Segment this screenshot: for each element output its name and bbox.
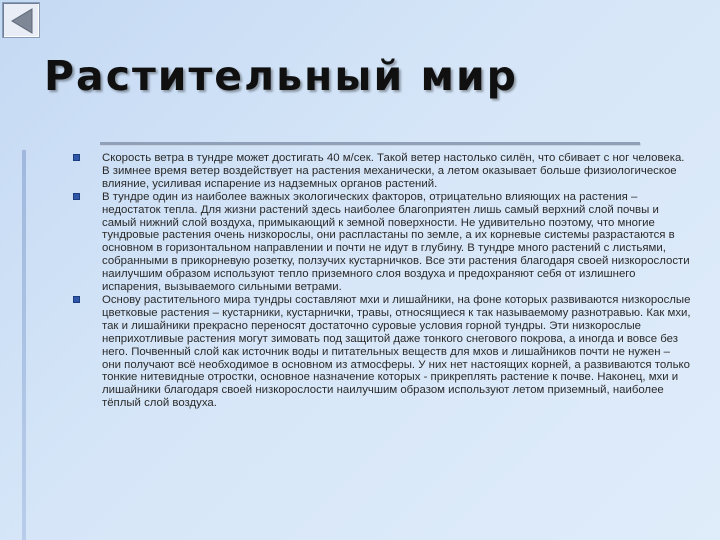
bullet-item: [72, 191, 692, 294]
bullet-square-icon: [73, 154, 80, 161]
bullet-text: Скорость ветра в тундре может достигать 40 м/сек. Такой ветер настолько силён, что сбивает с ног человека. В зимнее время ветер воздействует на растения механически, а летом оказывает больше физиологическое влияние, усиливая испарение из надземных органов растений.: [102, 152, 685, 190]
bullet-text: В тундре один из наиболее важных экологических факторов, отрицательно влияющих на растения – недостаток тепла. Для жизни растений здесь наиболее благоприятен лишь самый верхний слой почвы и самый нижний слой воздуха, примыкающий к земной поверхности. Не удивительно поэтому, что многие тундровые растения очень низкорослы, они распластаны по земле, а их корневые системы разрастаются в основном в горизонтальном направлении и почти не идут в глубину. В тундре много растений с листьями, собранными в прикорневую розетку, ползучих кустарничков. Все эти растения благодаря своей низкорослости наилучшим образом используют тепло приземного слоя воздуха и предохраняют себя от излишнего испарения, вызываемого сильными ветрами.: [102, 190, 690, 294]
bullet-square-icon: [73, 193, 80, 200]
background-stripe: [22, 150, 26, 540]
bullet-square-icon: [73, 296, 80, 303]
title-underline: [100, 142, 640, 145]
slide-title: Растительный мир: [44, 52, 519, 100]
back-button[interactable]: [2, 2, 40, 38]
triangle-left-icon: [10, 8, 34, 34]
bullet-text: Основу растительного мира тундры составляют мхи и лишайники, на фоне которых развиваются низкорослые цветковые растения – кустарники, кустарнички, травы, относящиеся к так называемому разнотравью. Как мхи, так и лишайники прекрасно переносят достаточно суровые условия горной тундры. Эти низкорослые неприхотливые растения могут зимовать под защитой даже тонкого снегового покрова, а иногда и вовсе без него. Почвенный слой как источник воды и питательных веществ для мхов и лишайников почти не нужен – они получают всё необходимое в основном из атмосферы. У них нет настоящих корней, а развиваются только тонкие нитевидные отростки, основное назначение которых - прикреплять растение к почве. Наконец, мхи и лишайники благодаря своей низкорослости наилучшим образом используют летом приземный, наиболее тёплый слой воздуха.: [102, 293, 691, 410]
bullet-item: [72, 294, 692, 410]
bullet-list: [72, 152, 692, 410]
bullet-item: [72, 152, 692, 191]
